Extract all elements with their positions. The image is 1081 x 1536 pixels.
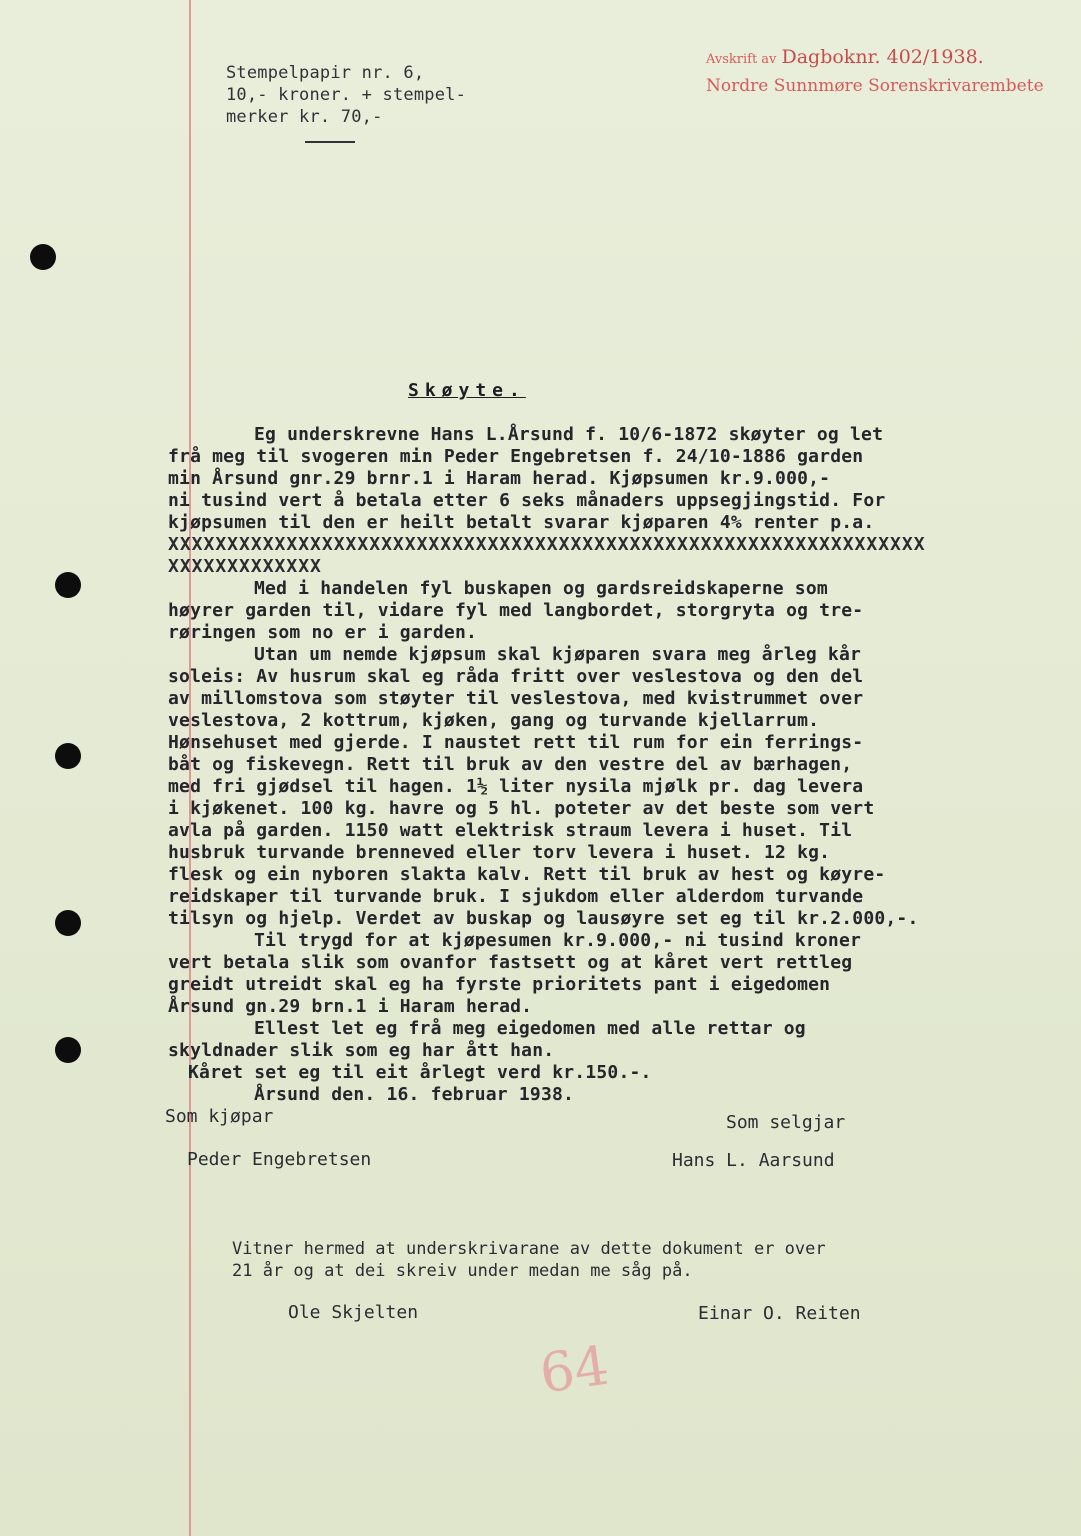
body-line: skyldnader slik som eg har ått han. (168, 1040, 555, 1061)
body-line: Utan um nemde kjøpsum skal kjøparen svara meg årleg kår (254, 644, 862, 665)
body-line: av millomstova som støyter til veslestova, med kvistrummet over (168, 688, 864, 709)
witness-name-2: Einar O. Reiten (698, 1303, 861, 1324)
body-line: Kåret set eg til eit årlegt verd kr.150.-. (188, 1062, 652, 1083)
body-line: med fri gjødsel til hagen. 1½ liter nysila mjølk pr. dag levera (168, 776, 864, 797)
buyer-name: Peder Engebretsen (187, 1149, 372, 1170)
punch-hole (55, 743, 81, 769)
punch-hole (55, 1037, 81, 1063)
body-line: husbruk turvande brenneved eller torv levera i huset. 12 kg. (168, 842, 831, 863)
stamp-paper-note: Stempelpapir nr. 6, 10,- kroner. + stempel- merker kr. 70,- (226, 63, 467, 127)
body-line: frå meg til svogeren min Peder Engebretsen f. 24/10-1886 garden (168, 446, 864, 467)
stamp-office: Nordre Sunnmøre Sorenskrivarembete (706, 76, 1044, 96)
body-line: veslestova, 2 kottrum, kjøken, gang og turvande kjellarrum. (168, 710, 820, 731)
seller-heading: Som selgjar (726, 1112, 846, 1133)
body-line: ni tusind vert å betala etter 6 seks månaders uppsegjingstid. For (168, 490, 886, 511)
note-underline (305, 141, 355, 143)
body-line: vert betala slik som ovanfor fastsett og at kåret vert rettleg (168, 952, 853, 973)
body-line: min Årsund gnr.29 brnr.1 i Haram herad. Kjøpsumen kr.9.000,- (168, 468, 831, 489)
deed-body (168, 424, 1048, 1106)
registry-stamp (706, 46, 984, 68)
body-line: flesk og ein nyboren slakta kalv. Rett til bruk av hest og køyre- (168, 864, 886, 885)
witness-name-1: Ole Skjelten (288, 1302, 419, 1323)
body-line: Årsund gn.29 brn.1 i Haram herad. (168, 996, 533, 1017)
handwritten-mark: 64 (535, 1333, 613, 1406)
body-line: Eg underskrevne Hans L.Årsund f. 10/6-1872 skøyter og let (254, 424, 884, 445)
punch-hole (55, 910, 81, 936)
body-line: soleis: Av husrum skal eg råda fritt over veslestova og den del (168, 666, 864, 687)
document-title: Skøyte. (408, 380, 526, 401)
body-line: Hønsehuset med gjerde. I naustet rett til rum for ein ferrings- (168, 732, 864, 753)
body-line: reidskaper til turvande bruk. I sjukdom eller alderdom turvande (168, 886, 864, 907)
body-line: avla på garden. 1150 watt elektrisk straum levera i huset. Til (168, 820, 853, 841)
body-line: Årsund den. 16. februar 1938. (254, 1084, 575, 1105)
body-line: tilsyn og hjelp. Verdet av buskap og lausøyre set eg til kr.2.000,-. (168, 908, 919, 929)
buyer-heading: Som kjøpar (165, 1106, 274, 1127)
body-line: kjøpsumen til den er heilt betalt svarar kjøparen 4% renter p.a. (168, 512, 875, 533)
body-line: greidt utreidt skal eg ha fyrste prioritets pant i eigedomen (168, 974, 831, 995)
body-line: Ellest let eg frå meg eigedomen med alle rettar og (254, 1018, 806, 1039)
punch-hole (55, 572, 81, 598)
punch-hole (30, 244, 56, 270)
stamp-dagboknr: Dagboknr. 402/1938. (781, 46, 984, 68)
seller-name: Hans L. Aarsund (672, 1150, 835, 1171)
struck-line: XXXXXXXXXXXXX (168, 556, 322, 577)
body-line: røringen som no er i garden. (168, 622, 478, 643)
body-line: båt og fiskevegn. Rett til bruk av den vestre del av bærhagen, (168, 754, 853, 775)
stamp-prefix: Avskrift av (706, 52, 777, 67)
body-line: Med i handelen fyl buskapen og gardsreidskaperne som (254, 578, 828, 599)
body-line: Til trygd for at kjøpesumen kr.9.000,- ni tusind kroner (254, 930, 862, 951)
struck-line: XXXXXXXXXXXXXXXXXXXXXXXXXXXXXXXXXXXXXXXXXXXXXXXXXXXXXXXXXXXXXXXX (168, 534, 926, 555)
witness-statement: Vitner hermed at underskrivarane av dette dokument er over 21 år og at dei skreiv under medan me såg på. (232, 1239, 826, 1281)
body-line: i kjøkenet. 100 kg. havre og 5 hl. poteter av det beste som vert (168, 798, 875, 819)
body-line: høyrer garden til, vidare fyl med langbordet, storgryta og tre- (168, 600, 864, 621)
